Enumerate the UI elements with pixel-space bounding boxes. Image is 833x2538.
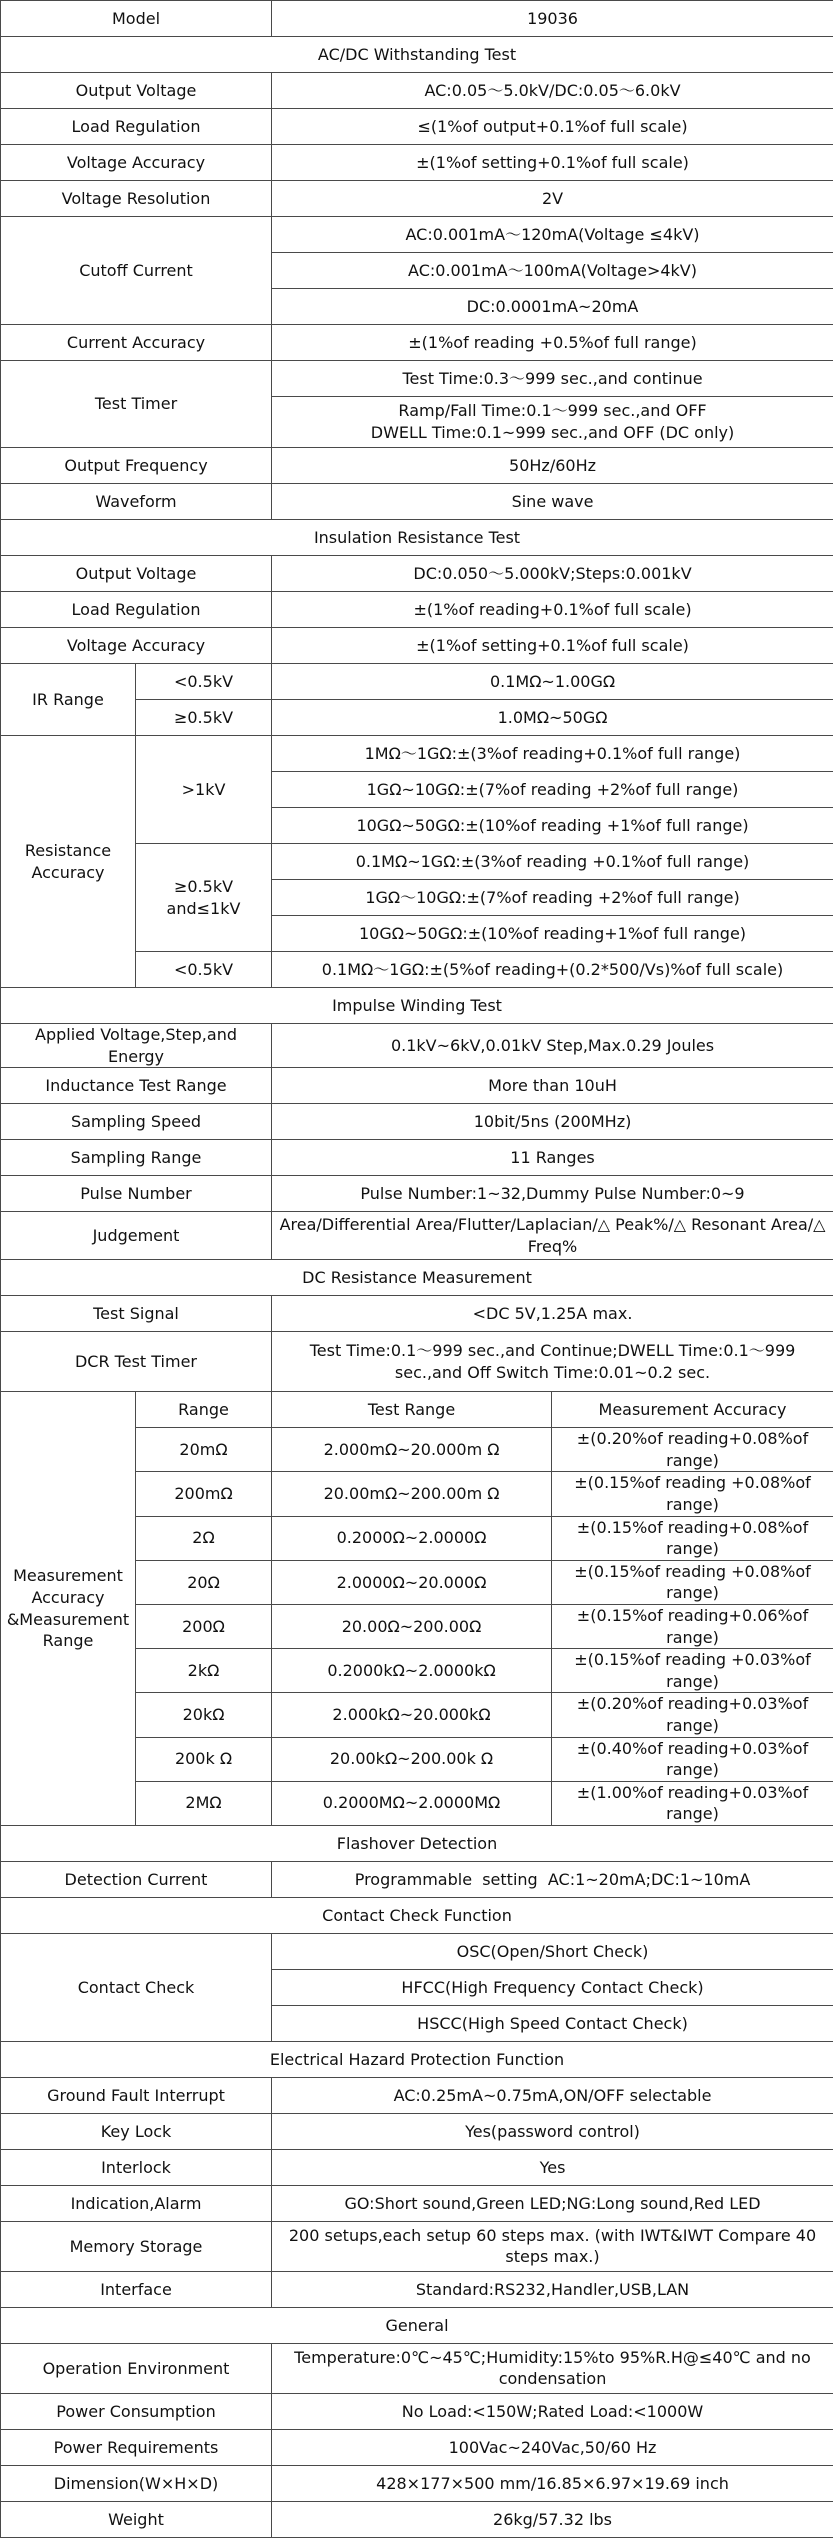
ir-range-value-2: 1.0MΩ~50GΩ (272, 700, 833, 736)
operation-environment-value: Temperature:0℃~45℃;Humidity:15%to 95%R.H@≤40℃ and no condensation (272, 2343, 833, 2393)
res-acc-g2-value-1: 0.1MΩ~1GΩ:±(3%of reading +0.1%of full range) (272, 844, 833, 880)
detection-current-value: Programmable setting AC:1~20mA;DC:1~10mA (272, 1861, 833, 1897)
sampling-range-value: 11 Ranges (272, 1140, 833, 1176)
ir-output-voltage-value: DC:0.050～5.000kV;Steps:0.001kV (272, 556, 833, 592)
sampling-range-label: Sampling Range (1, 1140, 272, 1176)
meas-accuracy: ±(0.40%of reading+0.03%of range) (552, 1737, 833, 1781)
ir-voltage-accuracy-label: Voltage Accuracy (1, 628, 272, 664)
section-general: General (1, 2307, 833, 2343)
weight-value: 26kg/57.32 lbs (272, 2501, 833, 2537)
meas-test-range: 20.00kΩ~200.00k Ω (272, 1737, 552, 1781)
operation-environment-label: Operation Environment (1, 2343, 272, 2393)
res-acc-g1-value-2: 1GΩ~10GΩ:±(7%of reading +2%of full range) (272, 772, 833, 808)
pulse-number-label: Pulse Number (1, 1176, 272, 1212)
test-signal-label: Test Signal (1, 1296, 272, 1332)
section-insulation-resistance: Insulation Resistance Test (1, 520, 833, 556)
meas-test-range: 20.00Ω~200.00Ω (272, 1604, 552, 1648)
output-frequency-value: 50Hz/60Hz (272, 448, 833, 484)
sampling-speed-label: Sampling Speed (1, 1104, 272, 1140)
power-requirements-label: Power Requirements (1, 2429, 272, 2465)
interlock-value: Yes (272, 2149, 833, 2185)
meas-range: 200Ω (136, 1604, 272, 1648)
inductance-range-label: Inductance Test Range (1, 1068, 272, 1104)
current-accuracy-value: ±(1%of reading +0.5%of full range) (272, 325, 833, 361)
test-timer-dwell: DWELL Time:0.1~999 sec.,and OFF (DC only) (371, 423, 735, 442)
test-signal-value: <DC 5V,1.25A max. (272, 1296, 833, 1332)
section-impulse-winding: Impulse Winding Test (1, 988, 833, 1024)
meas-accuracy: ±(0.20%of reading+0.08%of range) (552, 1428, 833, 1472)
waveform-label: Waveform (1, 484, 272, 520)
ac-voltage-accuracy-label: Voltage Accuracy (1, 145, 272, 181)
meas-test-range: 0.2000kΩ~2.0000kΩ (272, 1649, 552, 1693)
ac-voltage-accuracy-value: ±(1%of setting+0.1%of full scale) (272, 145, 833, 181)
model-value: 19036 (272, 1, 833, 37)
res-acc-g3-value: 0.1MΩ～1GΩ:±(5%of reading+(0.2*500/Vs)%of full scale) (272, 952, 833, 988)
section-ac-dc-withstanding: AC/DC Withstanding Test (1, 37, 833, 73)
test-timer-label: Test Timer (1, 361, 272, 448)
meas-range: 20Ω (136, 1560, 272, 1604)
key-lock-value: Yes(password control) (272, 2113, 833, 2149)
dcr-timer-value: Test Time:0.1～999 sec.,and Continue;DWELL Time:0.1～999 sec.,and Off Switch Time:0.01~0.2 sec. (272, 1332, 833, 1392)
meas-range: 20mΩ (136, 1428, 272, 1472)
meas-range: 200mΩ (136, 1472, 272, 1516)
pulse-number-value: Pulse Number:1~32,Dummy Pulse Number:0~9 (272, 1176, 833, 1212)
row-model (1, 1, 833, 37)
sampling-speed-value: 10bit/5ns (200MHz) (272, 1104, 833, 1140)
meas-accuracy: ±(0.15%of reading +0.08%of range) (552, 1472, 833, 1516)
res-acc-cond-3: <0.5kV (136, 952, 272, 988)
power-consumption-value: No Load:<150W;Rated Load:<1000W (272, 2393, 833, 2429)
alarm-value: GO:Short sound,Green LED;NG:Long sound,Red LED (272, 2185, 833, 2221)
contact-check-value-1: OSC(Open/Short Check) (272, 1933, 833, 1969)
meas-accuracy: ±(1.00%of reading+0.03%of range) (552, 1781, 833, 1825)
meas-range: 200k Ω (136, 1737, 272, 1781)
interlock-label: Interlock (1, 2149, 272, 2185)
meas-range: 2MΩ (136, 1781, 272, 1825)
gfi-value: AC:0.25mA~0.75mA,ON/OFF selectable (272, 2077, 833, 2113)
meas-header-range: Range (136, 1392, 272, 1428)
power-requirements-value: 100Vac~240Vac,50/60 Hz (272, 2429, 833, 2465)
ir-load-regulation-label: Load Regulation (1, 592, 272, 628)
judgement-label: Judgement (1, 1212, 272, 1260)
resistance-accuracy-label: Resistance Accuracy (1, 736, 136, 988)
ir-output-voltage-label: Output Voltage (1, 556, 272, 592)
detection-current-label: Detection Current (1, 1861, 272, 1897)
meas-test-range: 2.000mΩ~20.000m Ω (272, 1428, 552, 1472)
test-timer-ramp: Ramp/Fall Time:0.1～999 sec.,and OFF (398, 401, 706, 420)
gfi-label: Ground Fault Interrupt (1, 2077, 272, 2113)
meas-range: 2Ω (136, 1516, 272, 1560)
ir-range-label: IR Range (1, 664, 136, 736)
inductance-range-value: More than 10uH (272, 1068, 833, 1104)
waveform-value: Sine wave (272, 484, 833, 520)
meas-accuracy: ±(0.20%of reading+0.03%of range) (552, 1693, 833, 1737)
meas-header-test-range: Test Range (272, 1392, 552, 1428)
ir-range-value-1: 0.1MΩ~1.00GΩ (272, 664, 833, 700)
dcr-timer-label: DCR Test Timer (1, 1332, 272, 1392)
cutoff-current-value-1: AC:0.001mA～120mA(Voltage ≤4kV) (272, 217, 833, 253)
section-dc-resistance: DC Resistance Measurement (1, 1260, 833, 1296)
ir-load-regulation-value: ±(1%of reading+0.1%of full scale) (272, 592, 833, 628)
interface-label: Interface (1, 2271, 272, 2307)
meas-range: 2kΩ (136, 1649, 272, 1693)
ac-output-voltage-label: Output Voltage (1, 73, 272, 109)
memory-storage-label: Memory Storage (1, 2221, 272, 2271)
test-timer-value-2 (272, 397, 833, 448)
ir-voltage-accuracy-value: ±(1%of setting+0.1%of full scale) (272, 628, 833, 664)
section-contact-check: Contact Check Function (1, 1897, 833, 1933)
meas-accuracy: ±(0.15%of reading +0.08%of range) (552, 1560, 833, 1604)
output-frequency-label: Output Frequency (1, 448, 272, 484)
meas-accuracy: ±(0.15%of reading+0.06%of range) (552, 1604, 833, 1648)
meas-accuracy: ±(0.15%of reading+0.08%of range) (552, 1516, 833, 1560)
ir-range-cond-2: ≥0.5kV (136, 700, 272, 736)
meas-header-accuracy: Measurement Accuracy (552, 1392, 833, 1428)
res-acc-cond-2: ≥0.5kV and≤1kV (136, 844, 272, 952)
interface-value: Standard:RS232,Handler,USB,LAN (272, 2271, 833, 2307)
ac-load-regulation-value: ≤(1%of output+0.1%of full scale) (272, 109, 833, 145)
alarm-label: Indication,Alarm (1, 2185, 272, 2221)
contact-check-value-3: HSCC(High Speed Contact Check) (272, 2005, 833, 2041)
model-label: Model (1, 1, 272, 37)
meas-range: 20kΩ (136, 1693, 272, 1737)
ac-voltage-resolution-value: 2V (272, 181, 833, 217)
cutoff-current-label: Cutoff Current (1, 217, 272, 325)
section-flashover-detection: Flashover Detection (1, 1825, 833, 1861)
meas-test-range: 0.2000MΩ~2.0000MΩ (272, 1781, 552, 1825)
dimension-value: 428×177×500 mm/16.85×6.97×19.69 inch (272, 2465, 833, 2501)
res-acc-cond-1: >1kV (136, 736, 272, 844)
cutoff-current-value-2: AC:0.001mA～100mA(Voltage>4kV) (272, 253, 833, 289)
weight-label: Weight (1, 2501, 272, 2537)
ac-voltage-resolution-label: Voltage Resolution (1, 181, 272, 217)
cutoff-current-value-3: DC:0.0001mA~20mA (272, 289, 833, 325)
meas-test-range: 0.2000Ω~2.0000Ω (272, 1516, 552, 1560)
section-electrical-hazard: Electrical Hazard Protection Function (1, 2041, 833, 2077)
applied-voltage-value: 0.1kV~6kV,0.01kV Step,Max.0.29 Joules (272, 1024, 833, 1068)
meas-test-range: 2.0000Ω~20.000Ω (272, 1560, 552, 1604)
res-acc-g2-value-3: 10GΩ~50GΩ:±(10%of reading+1%of full range) (272, 916, 833, 952)
test-timer-value-1: Test Time:0.3～999 sec.,and continue (272, 361, 833, 397)
key-lock-label: Key Lock (1, 2113, 272, 2149)
res-acc-g1-value-1: 1MΩ～1GΩ:±(3%of reading+0.1%of full range) (272, 736, 833, 772)
res-acc-g2-value-2: 1GΩ～10GΩ:±(7%of reading +2%of full range) (272, 880, 833, 916)
meas-test-range: 2.000kΩ~20.000kΩ (272, 1693, 552, 1737)
meas-test-range: 20.00mΩ~200.00m Ω (272, 1472, 552, 1516)
res-acc-g1-value-3: 10GΩ~50GΩ:±(10%of reading +1%of full range) (272, 808, 833, 844)
power-consumption-label: Power Consumption (1, 2393, 272, 2429)
current-accuracy-label: Current Accuracy (1, 325, 272, 361)
contact-check-label: Contact Check (1, 1933, 272, 2041)
contact-check-value-2: HFCC(High Frequency Contact Check) (272, 1969, 833, 2005)
dimension-label: Dimension(W×H×D) (1, 2465, 272, 2501)
judgement-value: Area/Differential Area/Flutter/Laplacian/△ Peak%/△ Resonant Area/△ Freq% (272, 1212, 833, 1260)
ac-load-regulation-label: Load Regulation (1, 109, 272, 145)
applied-voltage-label: Applied Voltage,Step,and Energy (1, 1024, 272, 1068)
measurement-accuracy-label: Measurement Accuracy &Measurement Range (1, 1392, 136, 1826)
memory-storage-value: 200 setups,each setup 60 steps max. (with IWT&IWT Compare 40 steps max.) (272, 2221, 833, 2271)
ir-range-cond-1: <0.5kV (136, 664, 272, 700)
meas-accuracy: ±(0.15%of reading +0.03%of range) (552, 1649, 833, 1693)
ac-output-voltage-value: AC:0.05～5.0kV/DC:0.05～6.0kV (272, 73, 833, 109)
